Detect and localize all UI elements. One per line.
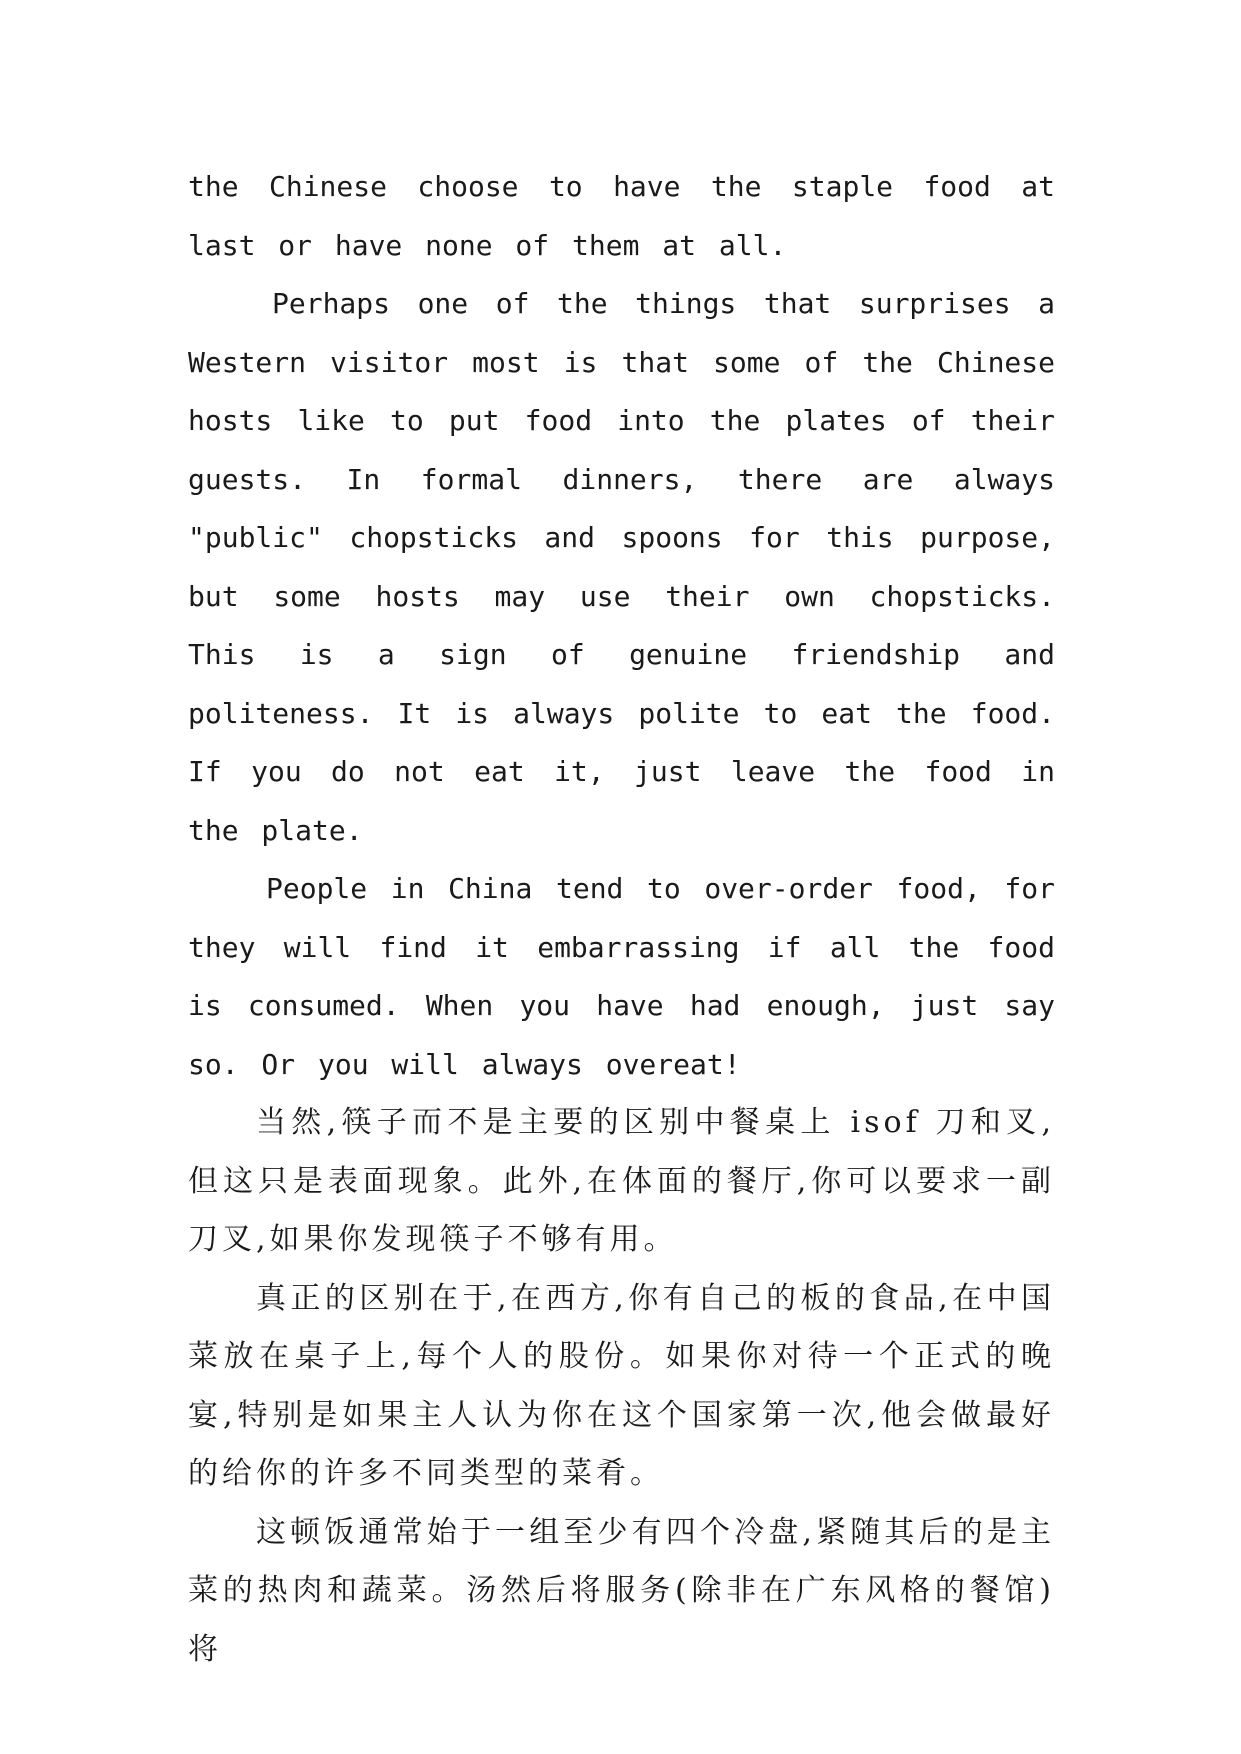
paragraph-over-ordering: People in China tend to over-order food, for they will find it embarrassing if all the food is consumed. When you have had enough, just say so. Or you will always overeat! [188, 872, 1055, 1081]
paragraph-staple-food-continued: the Chinese choose to have the staple food at last or have none of them at all. [188, 170, 1055, 262]
paragraph-meal-order-cn: 这顿饭通常始于一组至少有四个冷盘,紧随其后的是主菜的热肉和蔬菜。汤然后将服务(除非在广东风格的餐馆)将 [188, 1514, 1055, 1667]
paragraph-shared-dishes-cn: 真正的区别在于,在西方,你有自己的板的食品,在中国菜放在桌子上,每个人的股份。如果你对待一个正式的晚宴,特别是如果主人认为你在这个国家第一次,他会做最好的给你的许多不同类型的菜肴。 [188, 1280, 1055, 1491]
paragraph-chopsticks-cn: 当然,筷子而不是主要的区别中餐桌上 isof 刀和叉,但这只是表面现象。此外,在体面的餐厅,你可以要求一副刀叉,如果你发现筷子不够有用。 [188, 1105, 1055, 1257]
paragraph-hosts-serving-food: Perhaps one of the things that surprises a Western visitor most is that some of the Chinese hosts like to put food into the plates of their guests. In formal dinners, there are always "public" chopsticks and spoons for this purpose, but some hosts may use their own chopsticks. This is a sign of genuine friendship and politeness. It is always polite to eat the food. If you do not eat it, just leave the food in the plate. [188, 287, 1055, 847]
document-page [188, 158, 1055, 1679]
